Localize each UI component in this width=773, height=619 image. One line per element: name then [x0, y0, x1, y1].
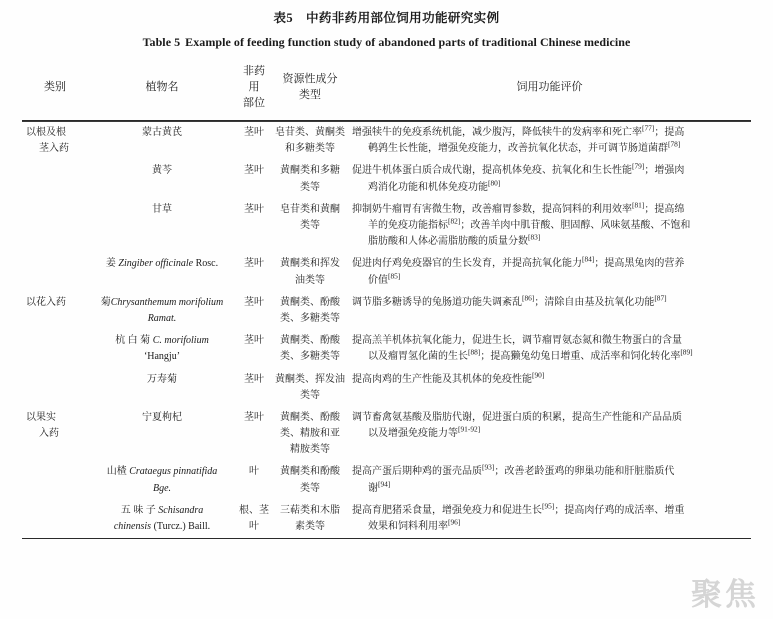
- evaluation-text-cont: ；提高绵: [644, 203, 685, 215]
- cell-part: 茎叶: [244, 127, 264, 139]
- evaluation-text: 提高育肥猪采食量，增强免疫力和促进生长: [352, 504, 542, 516]
- evaluation-text: 促进牛机体蛋白质合成代谢，提高机体免疫、抗氧化和生长性能: [352, 165, 632, 177]
- reference-marker: [82]: [448, 216, 461, 226]
- cell-evaluation: [348, 199, 751, 254]
- header-component-line2: 类型: [299, 89, 321, 102]
- evaluation-text: 以及增强免疫能力等: [368, 428, 458, 440]
- cell-evaluation: [348, 330, 751, 368]
- evaluation-text: 提高肉鸡的生产性能及其机体的免疫性能: [352, 373, 532, 385]
- cell-evaluation: [348, 369, 751, 407]
- evaluation-line1: [352, 163, 749, 179]
- plant-name: 蒙古黄芪: [142, 127, 182, 139]
- cell-part: 根、茎叶: [239, 504, 269, 533]
- table-row: [22, 253, 751, 291]
- component-line2: 类、多糖类等: [280, 351, 340, 363]
- header-feeding-evaluation: 饲用功能评价: [516, 81, 583, 94]
- cell-part: 茎叶: [244, 258, 264, 270]
- cell-evaluation: [348, 160, 751, 198]
- plant-name: [90, 464, 234, 480]
- plant-species-epithet: chinensis: [113, 521, 152, 533]
- cell-plant: [88, 369, 236, 407]
- cell-plant: [88, 461, 236, 499]
- table-row: [22, 369, 751, 407]
- plant-name-cn: 姜: [105, 258, 119, 270]
- cell-category: [22, 369, 88, 407]
- header-category: 类别: [44, 81, 66, 94]
- evaluation-line2: [352, 141, 749, 157]
- cell-component: [272, 330, 348, 368]
- reference-marker: [85]: [388, 271, 401, 281]
- evaluation-line1: [352, 256, 749, 272]
- evaluation-line2: [352, 218, 749, 234]
- table-caption-english: [22, 28, 751, 58]
- component-line1: 黄酮类和多糖: [280, 165, 340, 177]
- evaluation-line2: [352, 481, 749, 497]
- component-line1: 三萜类和木脂: [280, 504, 340, 516]
- plant-name-latin: Schisandra: [158, 504, 204, 516]
- table-row: [22, 407, 751, 462]
- plant-name-cn: 山楂: [106, 466, 130, 478]
- evaluation-line2: [352, 349, 749, 365]
- table-caption-chinese: 表5 中药非药用部位饲用功能研究实例: [273, 11, 500, 25]
- cell-component: [272, 122, 348, 160]
- component-line1: 黄酮类、酚酸: [280, 411, 340, 423]
- component-line2: 素类等: [295, 521, 325, 533]
- plant-name: 黄芩: [152, 165, 172, 177]
- evaluation-line2: [352, 273, 749, 289]
- table-caption-english-text: Example of feeding function study of abandoned parts of traditional Chinese medicine: [185, 34, 631, 49]
- component-line1: 黄酮类、酚酸: [280, 296, 340, 308]
- evaluation-line3: [352, 234, 749, 250]
- cell-evaluation: [348, 461, 751, 499]
- component-line2: 类、多糖类等: [280, 312, 340, 324]
- evaluation-line1: [352, 372, 749, 388]
- plant-name-latin: Chrysanthemum morifolium: [110, 296, 224, 308]
- plant-name-latin: Zingiber officinale: [118, 258, 194, 270]
- reference-marker: [94]: [378, 479, 391, 489]
- reference-marker: [78]: [668, 139, 681, 149]
- plant-name: [90, 503, 234, 519]
- plant-name-cn: 菊: [100, 296, 111, 308]
- table-row: [22, 292, 751, 330]
- cell-plant: [88, 500, 236, 539]
- plant-cultivar: ‘Hangju’: [143, 351, 181, 363]
- evaluation-text: 效果和饲料利用率: [368, 521, 448, 533]
- cell-category: [22, 407, 88, 462]
- category-line2: 茎入药: [39, 143, 69, 155]
- evaluation-text-cont: ；增强肉: [644, 165, 685, 177]
- cell-category: [22, 500, 88, 539]
- reference-marker: [81]: [632, 200, 645, 210]
- cell-category: [22, 122, 88, 160]
- cell-part: 茎叶: [244, 296, 264, 308]
- cell-category: [22, 199, 88, 254]
- cell-part: 茎叶: [244, 335, 264, 347]
- evaluation-text-cont: ；改善羊肉中肌苷酸、胆固醇、风味氨基酸、不饱和: [460, 220, 691, 232]
- feeding-function-table: [22, 57, 751, 539]
- evaluation-line2: [352, 180, 749, 196]
- cell-part: 茎叶: [244, 203, 264, 215]
- category-line1: 以根及根: [26, 127, 66, 139]
- evaluation-text: 增强犊牛的免疫系统机能，减少腹泻，降低犊牛的发病率和死亡率: [352, 127, 642, 139]
- cell-component: [272, 253, 348, 291]
- cell-component: [272, 500, 348, 539]
- evaluation-text-cont: ；提高黑兔肉的营养: [594, 258, 685, 270]
- cell-category: [22, 292, 88, 330]
- cell-part: 茎叶: [244, 411, 264, 423]
- header-resource-component-type: [272, 57, 348, 120]
- cell-plant: [88, 330, 236, 368]
- plant-name: [90, 333, 234, 349]
- component-line2: 类等: [300, 482, 320, 494]
- cell-evaluation: [348, 500, 751, 539]
- component-line1: 黄酮类和挥发: [280, 258, 340, 270]
- plant-name: [90, 256, 234, 272]
- component-line1: 黄酮类和酚酸: [280, 466, 340, 478]
- evaluation-text-cont: ；提高: [654, 127, 685, 139]
- header-plant-name: 植物名: [145, 81, 179, 94]
- component-line2: 类、精胺和亚: [280, 428, 340, 440]
- table-row: [22, 330, 751, 368]
- plant-name-authority: Rosc.: [193, 258, 219, 270]
- reference-marker: [90]: [532, 370, 545, 380]
- evaluation-text: 羊的免疫功能指标: [368, 220, 448, 232]
- category-line1: 以果实: [26, 411, 56, 423]
- plant-name-latin: C. morifolium: [152, 335, 209, 347]
- evaluation-text: 提高产蛋后期种鸡的蛋壳品质: [352, 466, 482, 478]
- cell-part: 茎叶: [244, 165, 264, 177]
- evaluation-line1: [352, 202, 749, 218]
- cell-component: [272, 160, 348, 198]
- cell-category: [22, 160, 88, 198]
- cell-plant: [88, 199, 236, 254]
- plant-name: 宁夏枸杞: [142, 411, 182, 423]
- reference-marker: [87]: [654, 293, 667, 303]
- header-nonmedicinal-part-line1: 非药用: [243, 65, 265, 94]
- table-row: [22, 122, 751, 160]
- plant-name: 甘草: [152, 203, 172, 215]
- reference-marker: [91-92]: [458, 424, 481, 434]
- plant-name: 万寿菊: [147, 373, 177, 385]
- evaluation-text: 鸡消化功能和机体免疫功能: [368, 181, 488, 193]
- component-line2: 类等: [300, 389, 320, 401]
- evaluation-line2: [352, 519, 749, 535]
- cell-component: [272, 292, 348, 330]
- plant-name-cn: 五 味 子: [120, 504, 159, 516]
- header-nonmedicinal-part: [236, 57, 272, 120]
- component-line1: 皂苷类和黄酮: [280, 203, 340, 215]
- evaluation-text-cont: ；提高獭兔幼兔日增重、成活率和饲化转化率: [480, 351, 681, 363]
- evaluation-text: 调节脂多糖诱导的兔肠道功能失调紊乱: [352, 296, 522, 308]
- evaluation-text-cont: ；清除自由基及抗氧化功能: [534, 296, 655, 308]
- evaluation-line1: [352, 464, 749, 480]
- plant-name-authority: [90, 519, 234, 535]
- evaluation-line1: 提高羔羊机体抗氧化能力，促进生长，调节瘤胃氨态氮和微生物蛋白的含量: [352, 335, 682, 347]
- category-line1: 以花入药: [26, 296, 66, 308]
- cell-plant: [88, 253, 236, 291]
- component-line2: 油类等: [295, 274, 325, 286]
- evaluation-text: 鹌鹑生长性能，增强免疫能力，改善抗氧化状态，并可调节肠道菌群: [368, 143, 668, 155]
- cell-evaluation: [348, 122, 751, 160]
- reference-marker: [83]: [528, 232, 541, 242]
- component-line1: 黄酮类、酚酸: [280, 335, 340, 347]
- evaluation-text: 价值: [368, 274, 388, 286]
- header-nonmedicinal-part-line2: 部位: [243, 97, 265, 110]
- evaluation-text: 谢: [368, 482, 378, 494]
- table-row: [22, 199, 751, 254]
- cell-plant: [88, 407, 236, 462]
- category-line2: 入药: [39, 428, 59, 440]
- cell-component: [272, 199, 348, 254]
- cell-category: [22, 461, 88, 499]
- plant-name-latin: Crataegus pinnatifida: [129, 466, 218, 478]
- cell-category: [22, 330, 88, 368]
- watermark: 聚焦: [691, 577, 759, 613]
- evaluation-text: 脂肪酸和人体必需脂肪酸的质量分数: [368, 236, 528, 248]
- evaluation-line1: 调节畜禽氨基酸及脂肪代谢，促进蛋白质的积累，提高生产性能和产品品质: [352, 411, 682, 423]
- component-line3: 精胺类等: [290, 444, 330, 456]
- evaluation-line1: [352, 295, 749, 311]
- component-line2: 类等: [300, 181, 320, 193]
- cell-component: [272, 369, 348, 407]
- table-row: [22, 160, 751, 198]
- cell-component: [272, 407, 348, 462]
- evaluation-text-cont: ；改善老龄蛋鸡的卵巢功能和肝脏脂质代: [494, 466, 675, 478]
- plant-name-authority: Bge.: [152, 482, 172, 494]
- evaluation-line1: [352, 503, 749, 519]
- table-number-english: Table 5: [142, 34, 181, 49]
- reference-marker: [96]: [448, 517, 461, 527]
- plant-authority-text: (Turcz.) Baill.: [151, 521, 211, 533]
- plant-name-authority: Ramat.: [147, 312, 177, 324]
- evaluation-line2: [352, 426, 749, 442]
- cell-plant: [88, 292, 236, 330]
- evaluation-line1: [352, 125, 749, 141]
- table-rule-bottom: [22, 539, 751, 540]
- reference-marker: [86]: [522, 293, 535, 303]
- component-line1: 黄酮类、挥发油: [275, 373, 345, 385]
- reference-marker: [88]: [468, 348, 481, 358]
- reference-marker: [95]: [542, 501, 555, 511]
- plant-name: [90, 295, 234, 311]
- component-line2: 类等: [300, 220, 320, 232]
- reference-marker: [77]: [642, 123, 655, 133]
- reference-marker: [79]: [632, 162, 645, 172]
- cell-evaluation: [348, 407, 751, 462]
- evaluation-text-cont: ；提高肉仔鸡的成活率、增重: [554, 504, 685, 516]
- reference-marker: [84]: [582, 255, 595, 265]
- evaluation-text: 以及瘤胃氢化菌的生长: [368, 351, 468, 363]
- component-line2: 和多糖类等: [285, 143, 335, 155]
- evaluation-text: 抑制奶牛瘤胃有害微生物，改善瘤胃参数，提高饲料的利用效率: [352, 203, 632, 215]
- cell-component: [272, 461, 348, 499]
- table-header-row: [22, 57, 751, 120]
- table-row: [22, 461, 751, 499]
- cell-part: 叶: [249, 466, 259, 478]
- cell-plant: [88, 160, 236, 198]
- reference-marker: [80]: [488, 178, 501, 188]
- table-row: [22, 500, 751, 539]
- reference-marker: [93]: [482, 463, 495, 473]
- cell-part: 茎叶: [244, 373, 264, 385]
- header-component-line1: 资源性成分: [282, 73, 338, 86]
- evaluation-text: 促进肉仔鸡免疫器官的生长发育，并提高抗氧化能力: [352, 258, 582, 270]
- plant-name-cn: 杭 白 菊: [115, 335, 153, 347]
- component-line1: 皂苷类、黄酮类: [275, 127, 345, 139]
- reference-marker: [89]: [680, 348, 693, 358]
- cell-category: [22, 253, 88, 291]
- cell-plant: [88, 122, 236, 160]
- cell-evaluation: [348, 292, 751, 330]
- cell-evaluation: [348, 253, 751, 291]
